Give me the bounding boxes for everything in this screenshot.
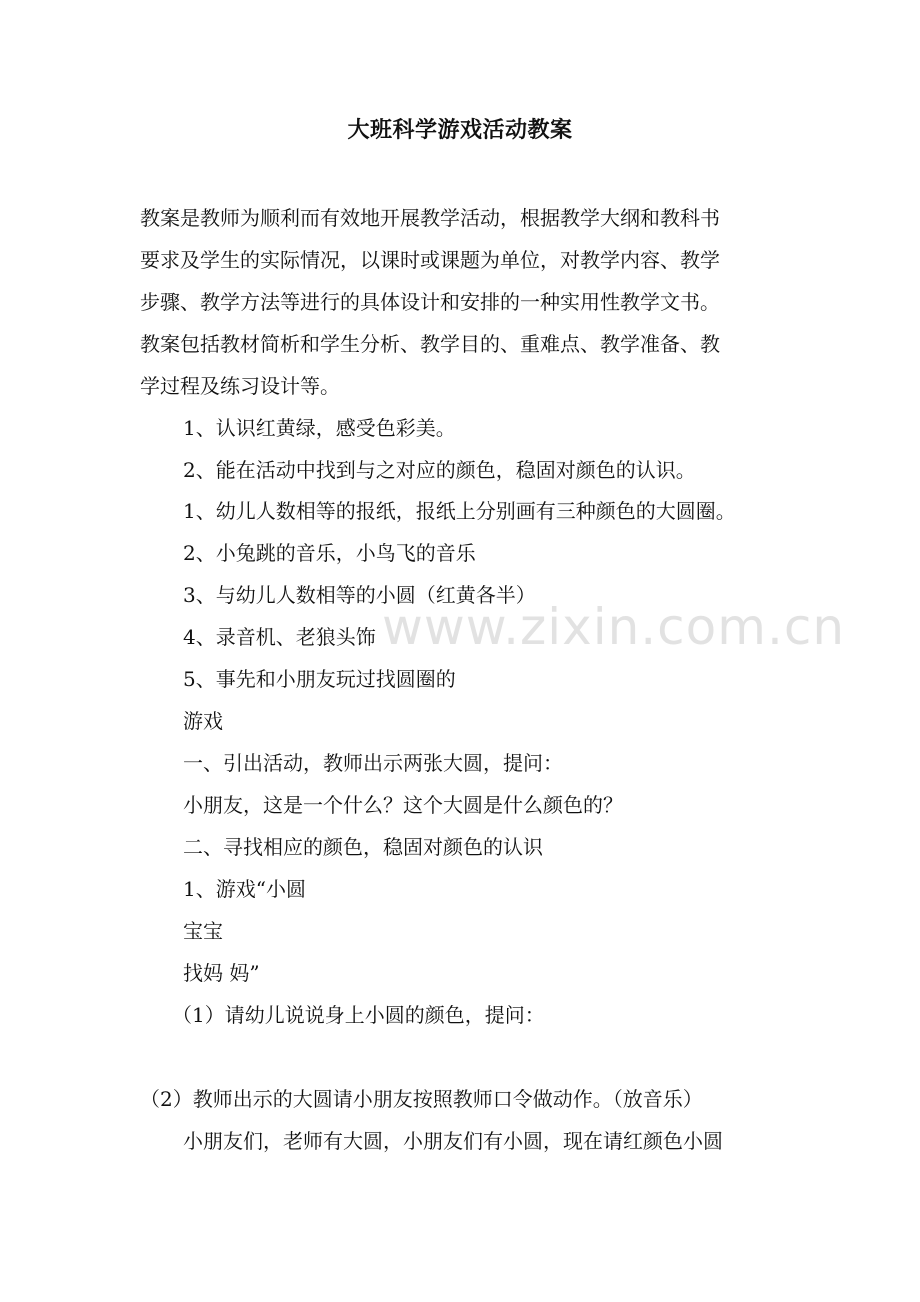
prep-item: 3、与幼儿人数相等的小圆（红黄各半） <box>183 583 536 607</box>
prep-item: 5、事先和小朋友玩过找圆圈的 <box>183 667 456 691</box>
text-line: （2）教师出示的大圆请小朋友按照教师口令做动作。（放音乐） <box>140 1087 703 1111</box>
intro-line: 学过程及练习设计等。 <box>140 374 340 398</box>
text-line: 找妈 妈” <box>183 961 260 985</box>
text-line: （1）请幼儿说说身上小圆的颜色，提问： <box>172 1003 545 1027</box>
text-line: 宝宝 <box>183 919 223 943</box>
intro-line: 教案是教师为顺利而有效地开展教学活动，根据教学大纲和教科书 <box>140 206 720 230</box>
intro-line: 步骤、教学方法等进行的具体设计和安排的一种实用性教学文书。 <box>140 290 720 314</box>
text-line: 小朋友，这是一个什么？这个大圆是什么颜色的？ <box>183 793 623 817</box>
text-line: 1、游戏“小圆 <box>183 877 306 901</box>
goal-item: 2、能在活动中找到与之对应的颜色，稳固对颜色的认识。 <box>183 458 696 482</box>
text-line: 小朋友们，老师有大圆，小朋友们有小圆，现在请红颜色小圆 <box>183 1129 723 1153</box>
prep-item: 1、幼儿人数相等的报纸，报纸上分别画有三种颜色的大圆圈。 <box>183 499 736 523</box>
document-title: 大班科学游戏活动教案 <box>347 117 573 143</box>
watermark: www.zixin.com.cn <box>382 598 846 656</box>
section-heading: 一、引出活动，教师出示两张大圆，提问： <box>183 751 563 775</box>
prep-item: 4、录音机、老狼头饰 <box>183 625 376 649</box>
section-heading: 二、寻找相应的颜色，稳固对颜色的认识 <box>183 835 543 859</box>
goal-item: 1、认识红黄绿，感受色彩美。 <box>183 416 456 440</box>
text-line: 游戏 <box>183 709 223 733</box>
prep-item: 2、小兔跳的音乐，小鸟飞的音乐 <box>183 541 476 565</box>
intro-paragraph <box>140 197 780 407</box>
intro-line: 教案包括教材简析和学生分析、教学目的、重难点、教学准备、教 <box>140 332 720 356</box>
intro-line: 要求及学生的实际情况，以课时或课题为单位，对教学内容、教学 <box>140 248 720 272</box>
